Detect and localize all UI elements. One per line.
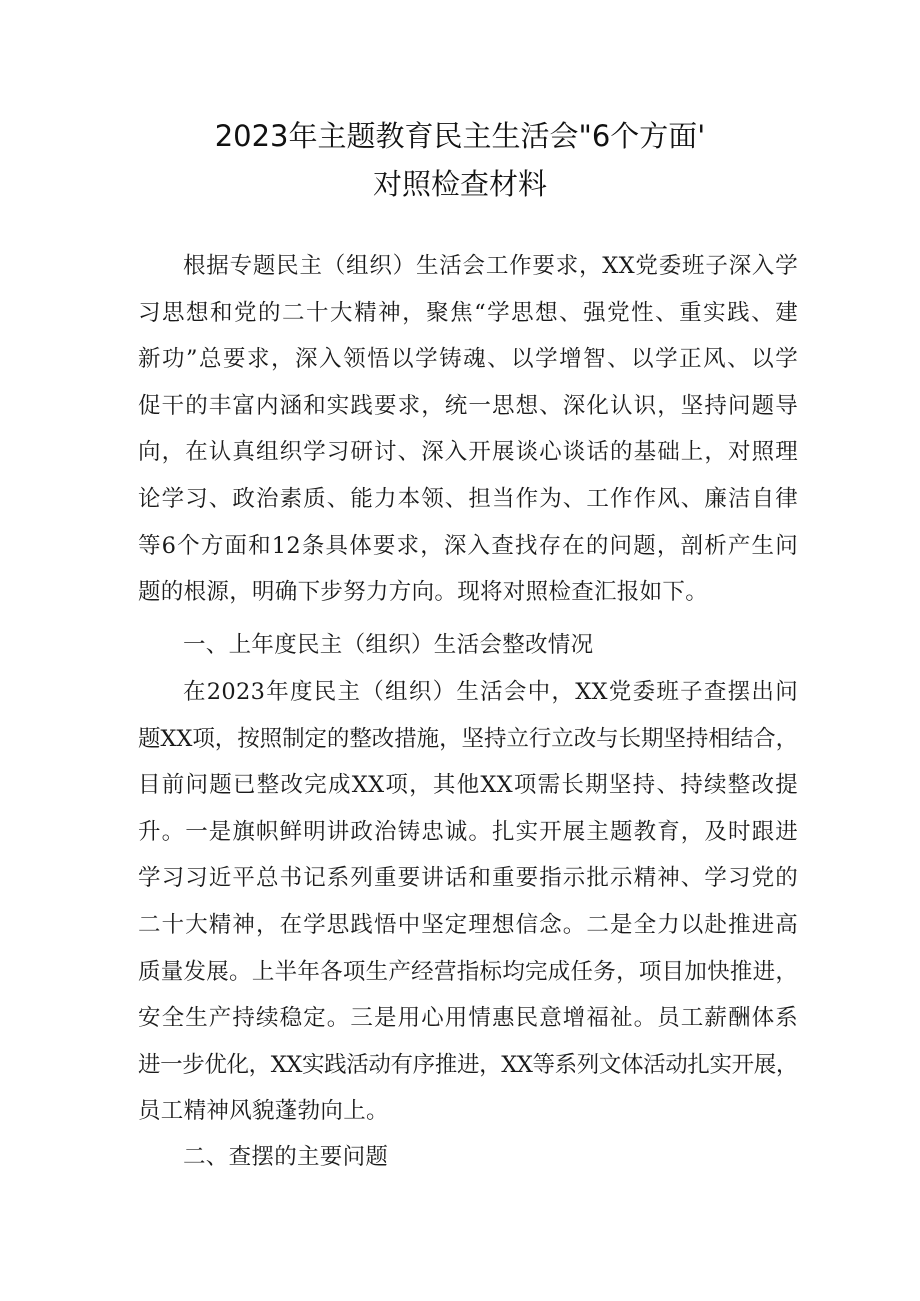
- paragraph-line: 新功”总要求，深入领悟以学铸魂、以学增智、以学正风、以学: [138, 346, 798, 373]
- section-heading-text: 二、查摆的主要问题: [183, 1144, 389, 1170]
- document-title-line-1: 2023年主题教育民主生活会"6个方面': [214, 119, 706, 153]
- paragraph-line: 在2023年度民主（组织）生活会中，XX党委班子查摆出问: [183, 679, 798, 705]
- paragraph-line: 二十大精神，在学思践悟中坚定理想信念。二是全力以赴推进高: [138, 911, 798, 938]
- paragraph-line: 题的根源，明确下步努力方向。现将对照检查汇报如下。: [138, 579, 709, 606]
- paragraph-line: 员工精神风貌蓬勃向上。: [138, 1098, 389, 1125]
- section-heading-1: [138, 622, 798, 669]
- section-heading-text: 一、上年度民主（组织）生活会整改情况: [183, 632, 594, 658]
- paragraph-line: 质量发展。上半年各项生产经营指标均完成任务，项目加快推进，: [138, 958, 799, 985]
- section-heading-2: [138, 1134, 798, 1181]
- paragraph-intro: [138, 243, 798, 616]
- paragraph-rectification: [138, 669, 798, 1135]
- paragraph-line: 促干的丰富内涵和实践要求，统一思想、深化认识，坚持问题导: [138, 392, 798, 419]
- paragraph-line: 向，在认真组织学习研讨、深入开展谈心谈话的基础上，对照理: [138, 439, 798, 466]
- paragraph-line: 升。一是旗帜鲜明讲政治铸忠诚。扎实开展主题教育，及时跟进: [138, 818, 798, 845]
- paragraph-line: 题XX项，按照制定的整改措施，坚持立行立改与长期坚持相结合，: [138, 725, 799, 752]
- paragraph-line: 学习习近平总书记系列重要讲话和重要指示批示精神、学习党的: [138, 865, 798, 892]
- paragraph-line: 安全生产持续稳定。三是用心用情惠民意增福祉。员工薪酬体系: [138, 1005, 798, 1032]
- paragraph-line: 论学习、政治素质、能力本领、担当作为、工作作风、廉洁自律: [138, 485, 798, 512]
- document-title-line-2: 对照检查材料: [372, 167, 547, 201]
- paragraph-line: 等6个方面和12条具体要求，深入查找存在的问题，剖析产生问: [138, 532, 798, 559]
- paragraph-line: 根据专题民主（组织）生活会工作要求，XX党委班子深入学: [183, 253, 798, 279]
- paragraph-line: 习思想和党的二十大精神，聚焦“学思想、强党性、重实践、建: [138, 299, 798, 326]
- paragraph-line: 进一步优化，XX实践活动有序推进，XX等系列文体活动扎实开展，: [138, 1051, 798, 1078]
- paragraph-line: 目前问题已整改完成XX项，其他XX项需长期坚持、持续整改提: [138, 772, 798, 799]
